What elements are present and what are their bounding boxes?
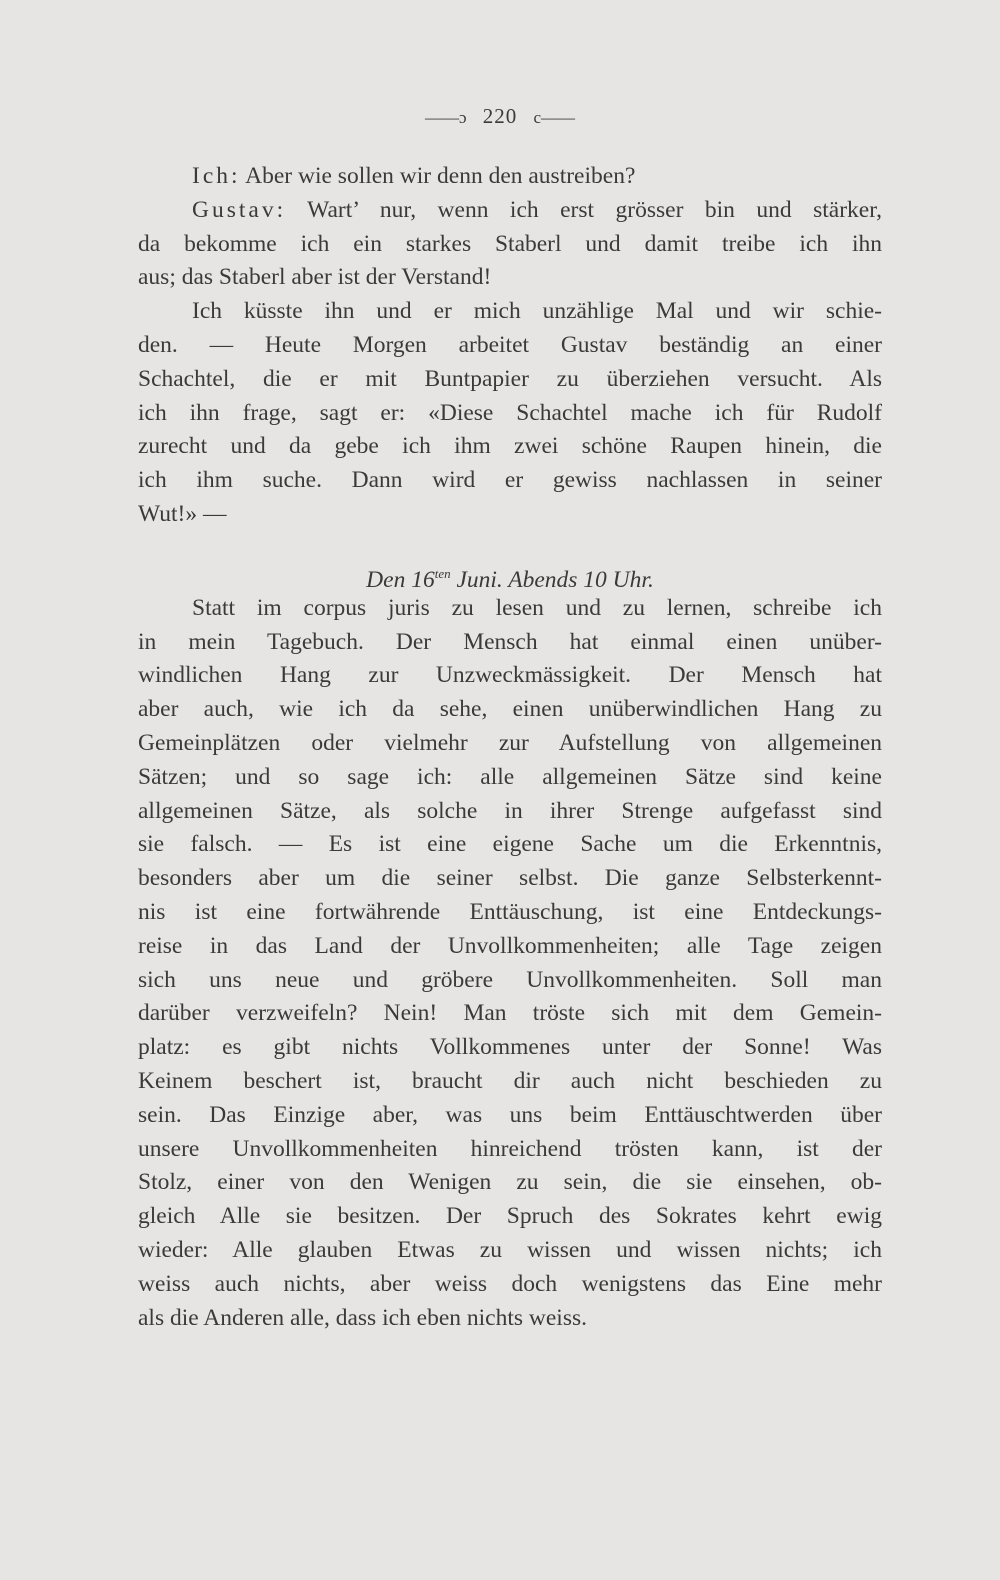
text-line: Sätzen; und so sage ich: alle allgemeinen Sätze sind keine bbox=[138, 763, 882, 790]
text-line bbox=[138, 194, 882, 228]
speaker-label: Gustav: bbox=[192, 196, 287, 223]
header-left-ornament: ——ɔ bbox=[424, 108, 467, 127]
text-line: aber auch, wie ich da sehe, einen unüberwindlichen Hang zu bbox=[138, 696, 882, 723]
text-line: Statt im corpus juris zu lesen und zu lernen, schreibe ich bbox=[192, 594, 882, 621]
date-rest: Juni. Abends 10 Uhr. bbox=[450, 566, 654, 593]
text-line: nis ist eine fortwährende Enttäuschung, ist eine Entdeckungs- bbox=[138, 898, 882, 925]
speaker-label: Ich: bbox=[192, 163, 241, 189]
paragraph-kiss bbox=[138, 295, 882, 532]
text-line bbox=[138, 160, 882, 194]
text-line: besonders aber um die seiner selbst. Die ganze Selbsterkennt- bbox=[138, 865, 882, 892]
paragraph-ich bbox=[138, 160, 882, 194]
text-line: Keinem beschert ist, braucht dir auch nicht beschieden zu bbox=[138, 1067, 882, 1094]
text-line: weiss auch nichts, aber weiss doch wenigstens das Eine mehr bbox=[138, 1270, 882, 1297]
text-line: sein. Das Einzige aber, was uns beim Enttäuschtwerden über bbox=[138, 1101, 882, 1128]
text-line: ich ihm suche. Dann wird er gewiss nachlassen in seiner bbox=[138, 467, 882, 494]
line-text: Aber wie sollen wir denn den austreiben? bbox=[245, 163, 636, 189]
text-line: ich ihn frage, sagt er: «Diese Schachtel mache ich für Rudolf bbox=[138, 399, 882, 426]
text-line: reise in das Land der Unvollkommenheiten; alle Tage zeigen bbox=[138, 932, 882, 959]
date-day: Den 16 bbox=[366, 566, 435, 593]
text-line: sie falsch. — Es ist eine eigene Sache um die Erkenntnis, bbox=[138, 831, 882, 858]
text-line: windlichen Hang zur Unzweckmässigkeit. Der Mensch hat bbox=[138, 662, 882, 689]
text-line: unsere Unvollkommenheiten hinreichend trösten kann, ist der bbox=[138, 1135, 882, 1162]
text-line: darüber verzweifeln? Nein! Man tröste sich mit dem Gemein- bbox=[138, 1000, 882, 1027]
page-header bbox=[0, 104, 1000, 129]
paragraph-gustav bbox=[138, 194, 882, 295]
text-line: den. — Heute Morgen arbeitet Gustav beständig an einer bbox=[138, 331, 882, 358]
text-line: Wut!» — bbox=[138, 500, 227, 527]
paragraph-diary bbox=[138, 592, 882, 1336]
date-superscript: ten bbox=[434, 565, 451, 581]
text-line: in mein Tagebuch. Der Mensch hat einmal einen unüber- bbox=[138, 628, 882, 655]
text-line: sich uns neue und gröbere Unvollkommenheiten. Soll man bbox=[138, 966, 882, 993]
text-line: gleich Alle sie besitzen. Der Spruch des Sokrates kehrt ewig bbox=[138, 1203, 882, 1230]
page-number: 220 bbox=[482, 104, 518, 128]
text-line: Ich küsste ihn und er mich unzählige Mal und wir schie- bbox=[192, 298, 882, 325]
text-line: zurecht und da gebe ich ihm zwei schöne Raupen hinein, die bbox=[138, 433, 882, 460]
text-line: Schachtel, die er mit Buntpapier zu überziehen versucht. Als bbox=[138, 365, 882, 392]
body-text bbox=[138, 160, 882, 1335]
text-line: da bekomme ich ein starkes Staberl und damit treibe ich ihn bbox=[138, 230, 882, 257]
text-line: als die Anderen alle, dass ich eben nichts weiss. bbox=[138, 1304, 587, 1331]
date-heading bbox=[138, 556, 882, 592]
text-line: allgemeinen Sätze, als solche in ihrer Strenge aufgefasst sind bbox=[138, 797, 882, 824]
header-right-ornament: c—— bbox=[533, 108, 576, 127]
text-line: Stolz, einer von den Wenigen zu sein, die sie einsehen, ob- bbox=[138, 1169, 882, 1196]
text-line: platz: es gibt nichts Vollkommenes unter der Sonne! Was bbox=[138, 1034, 882, 1061]
text-line: Gemeinplätzen oder vielmehr zur Aufstellung von allgemeinen bbox=[138, 729, 882, 756]
text-line: wieder: Alle glauben Etwas zu wissen und wissen nichts; ich bbox=[138, 1236, 882, 1263]
line-text: Wart’ nur, wenn ich erst grösser bin und stärker, bbox=[307, 196, 882, 223]
text-line: aus; das Staberl aber ist der Verstand! bbox=[138, 264, 492, 291]
